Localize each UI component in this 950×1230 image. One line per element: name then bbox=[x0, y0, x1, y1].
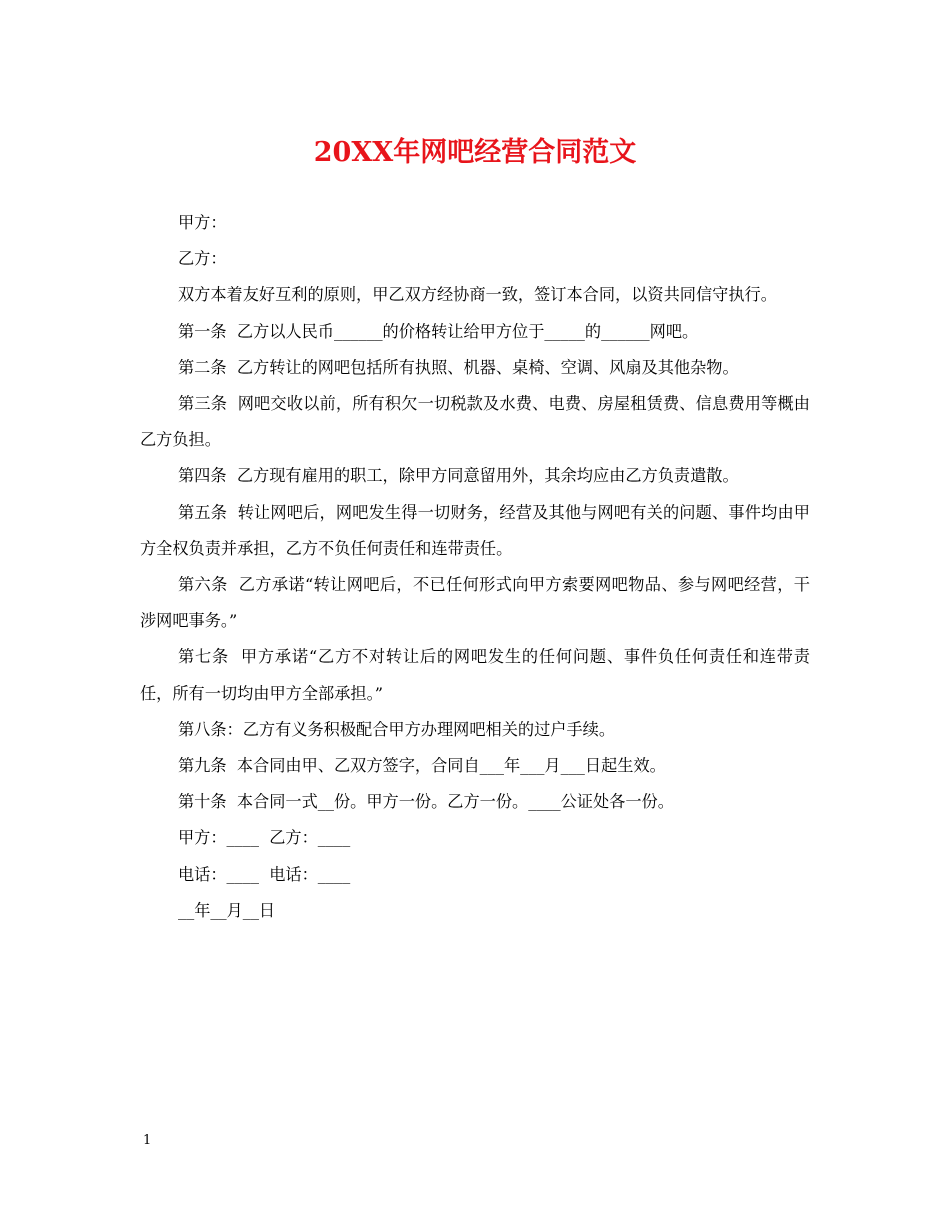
article-10: 第十条 本合同一式__份。甲方一份。乙方一份。____公证处各一份。 bbox=[178, 792, 674, 812]
document-body bbox=[140, 205, 810, 929]
page-number: 1 bbox=[143, 1133, 152, 1148]
signature-line: 甲方：____ 乙方：____ bbox=[178, 828, 351, 848]
date-line: __年__月__日 bbox=[178, 900, 276, 920]
article-2: 第二条 乙方转让的网吧包括所有执照、机器、桌椅、空调、风扇及其他杂物。 bbox=[178, 357, 739, 377]
party-b-line: 乙方： bbox=[178, 249, 227, 269]
article-6: 第六条 乙方承诺“转让网吧后，不已任何形式向甲方索要网吧物品、参与网吧经营，干涉网吧事务。” bbox=[140, 575, 810, 631]
document-title: 20XX年网吧经营合同范文 bbox=[313, 137, 637, 168]
article-4: 第四条 乙方现有雇用的职工，除甲方同意留用外，其余均应由乙方负责遣散。 bbox=[178, 466, 739, 486]
article-9: 第九条 本合同由甲、乙双方签字，合同自___年___月___日起生效。 bbox=[178, 756, 666, 776]
article-7: 第七条 甲方承诺“乙方不对转让后的网吧发生的任何问题、事件负任何责任和连带责任，所有一切均由甲方全部承担。” bbox=[140, 647, 810, 703]
article-5: 第五条 转让网吧后，网吧发生得一切财务，经营及其他与网吧有关的问题、事件均由甲方全权负责并承担，乙方不负任何责任和连带责任。 bbox=[140, 502, 810, 558]
phone-line: 电话：____ 电话：____ bbox=[178, 864, 351, 884]
article-3: 第三条 网吧交收以前，所有积欠一切税款及水费、电费、房屋租赁费、信息费用等概由乙方负担。 bbox=[140, 394, 810, 450]
preamble-paragraph: 双方本着友好互利的原则，甲乙双方经协商一致，签订本合同，以资共同信守执行。 bbox=[178, 285, 777, 305]
article-8: 第八条：乙方有义务积极配合甲方办理网吧相关的过户手续。 bbox=[178, 719, 616, 739]
party-a-line: 甲方： bbox=[178, 213, 227, 232]
article-1: 第一条 乙方以人民币______的价格转让给甲方位于_____的______网吧。 bbox=[178, 321, 699, 341]
